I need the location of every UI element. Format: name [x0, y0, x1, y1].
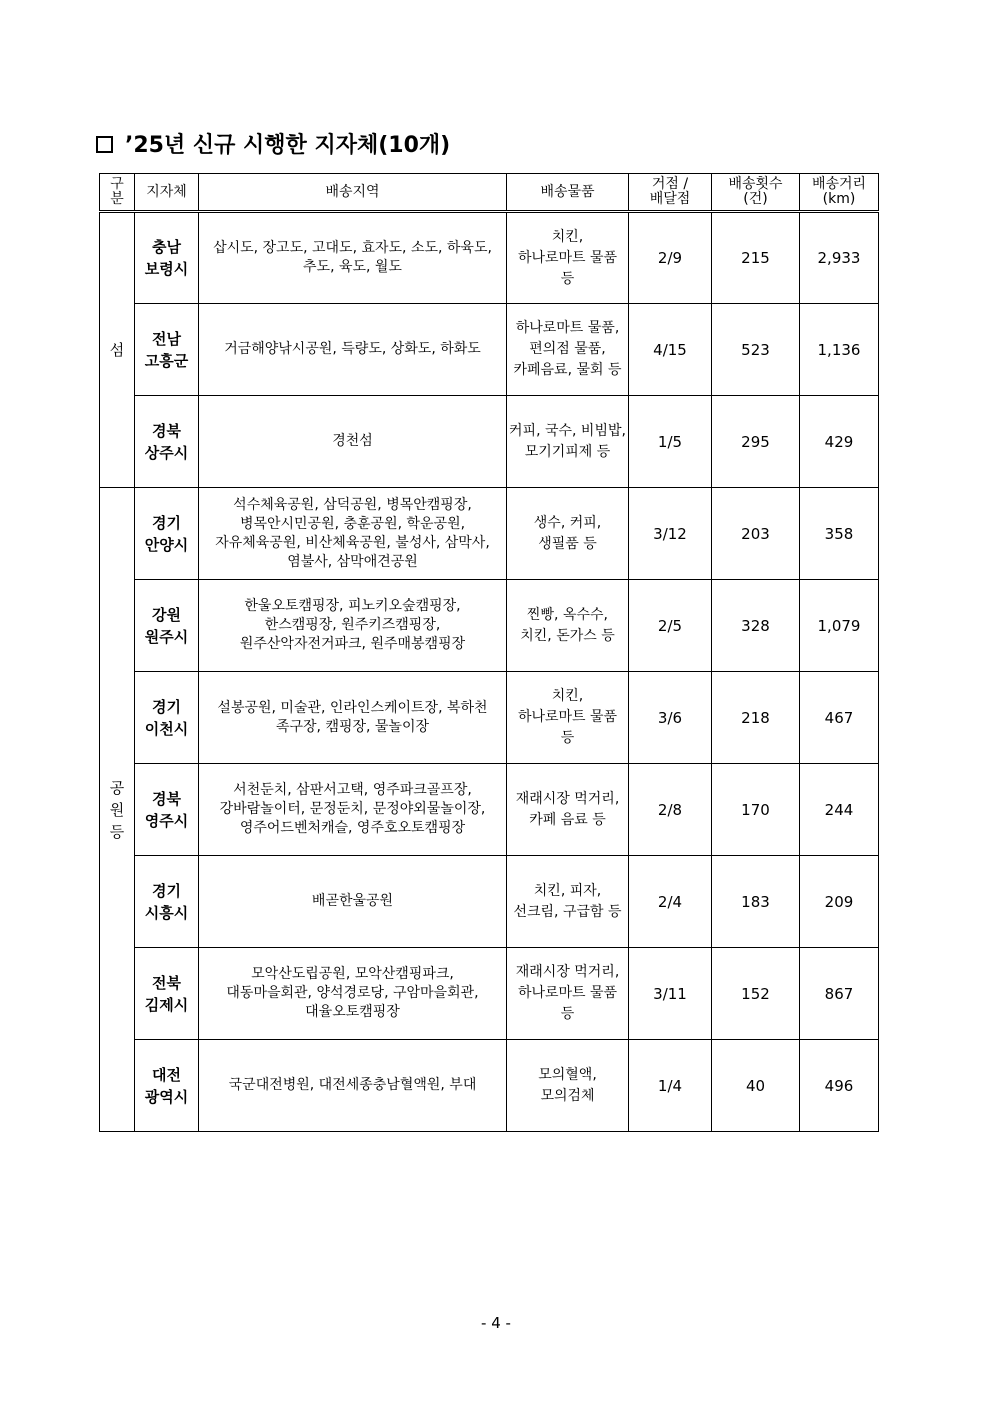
header-category: 구 분	[100, 174, 135, 212]
table-row	[100, 948, 879, 1040]
table-row	[100, 488, 879, 580]
header-delivery-goods: 배송물품	[507, 174, 629, 212]
count-cell: 328	[712, 580, 800, 672]
table-row	[100, 396, 879, 488]
distance-cell: 2,933	[800, 212, 879, 304]
count-cell: 215	[712, 212, 800, 304]
hubs-cell: 2/4	[629, 856, 712, 948]
count-cell: 523	[712, 304, 800, 396]
area-cell: 설봉공원, 미술관, 인라인스케이트장, 복하천 족구장, 캠핑장, 물놀이장	[199, 672, 507, 764]
goods-cell: 커피, 국수, 비빔밥, 모기기피제 등	[507, 396, 629, 488]
region-cell: 경기 이천시	[135, 672, 199, 764]
table-row	[100, 672, 879, 764]
hubs-cell: 3/11	[629, 948, 712, 1040]
area-cell: 한울오토캠핑장, 피노키오숲캠핑장, 한스캠핑장, 원주키즈캠핑장, 원주산악자전거파크, 원주매봉캠핑장	[199, 580, 507, 672]
count-cell: 40	[712, 1040, 800, 1132]
distance-cell: 244	[800, 764, 879, 856]
distance-cell: 867	[800, 948, 879, 1040]
hubs-cell: 1/5	[629, 396, 712, 488]
goods-cell: 하나로마트 물품, 편의점 물품, 카페음료, 물회 등	[507, 304, 629, 396]
area-cell: 삽시도, 장고도, 고대도, 효자도, 소도, 하육도, 추도, 육도, 월도	[199, 212, 507, 304]
region-cell: 경기 안양시	[135, 488, 199, 580]
goods-cell: 생수, 커피, 생필품 등	[507, 488, 629, 580]
table-row	[100, 580, 879, 672]
goods-cell: 치킨, 하나로마트 물품 등	[507, 212, 629, 304]
table-row	[100, 764, 879, 856]
count-cell: 218	[712, 672, 800, 764]
table-row	[100, 304, 879, 396]
distance-cell: 1,079	[800, 580, 879, 672]
count-cell: 295	[712, 396, 800, 488]
section-heading-text: ’25년 신규 시행한 지자체(10개)	[125, 133, 451, 158]
region-cell: 경기 시흥시	[135, 856, 199, 948]
checkbox-square-icon	[96, 136, 113, 153]
distance-cell: 358	[800, 488, 879, 580]
table-row	[100, 212, 879, 304]
goods-cell: 모의혈액, 모의검체	[507, 1040, 629, 1132]
region-cell: 강원 원주시	[135, 580, 199, 672]
table-row	[100, 1040, 879, 1132]
category-island: 섬	[100, 212, 135, 488]
region-cell: 충남 보령시	[135, 212, 199, 304]
region-cell: 대전 광역시	[135, 1040, 199, 1132]
count-cell: 170	[712, 764, 800, 856]
distance-cell: 496	[800, 1040, 879, 1132]
goods-cell: 치킨, 하나로마트 물품 등	[507, 672, 629, 764]
region-cell: 경북 영주시	[135, 764, 199, 856]
area-cell: 국군대전병원, 대전세종충남혈액원, 부대	[199, 1040, 507, 1132]
region-cell: 경북 상주시	[135, 396, 199, 488]
count-cell: 152	[712, 948, 800, 1040]
distance-cell: 209	[800, 856, 879, 948]
header-count: 배송횟수 (건)	[712, 174, 800, 212]
hubs-cell: 2/5	[629, 580, 712, 672]
goods-cell: 재래시장 먹거리, 카페 음료 등	[507, 764, 629, 856]
hubs-cell: 3/12	[629, 488, 712, 580]
area-cell: 모악산도립공원, 모악산캠핑파크, 대동마을회관, 양석경로당, 구암마을회관, 대율오토캠핑장	[199, 948, 507, 1040]
hubs-cell: 4/15	[629, 304, 712, 396]
header-delivery-area: 배송지역	[199, 174, 507, 212]
goods-cell: 재래시장 먹거리, 하나로마트 물품 등	[507, 948, 629, 1040]
distance-cell: 467	[800, 672, 879, 764]
header-municipality: 지자체	[135, 174, 199, 212]
table-header-row	[100, 174, 879, 212]
municipality-table	[99, 173, 879, 1132]
table-row	[100, 856, 879, 948]
distance-cell: 1,136	[800, 304, 879, 396]
count-cell: 183	[712, 856, 800, 948]
goods-cell: 치킨, 피자, 선크림, 구급함 등	[507, 856, 629, 948]
region-cell: 전남 고흥군	[135, 304, 199, 396]
area-cell: 서천둔치, 삼판서고택, 영주파크골프장, 강바람놀이터, 문정둔치, 문정야외물놀이장, 영주어드벤처캐슬, 영주호오토캠핑장	[199, 764, 507, 856]
distance-cell: 429	[800, 396, 879, 488]
goods-cell: 찐빵, 옥수수, 치킨, 돈가스 등	[507, 580, 629, 672]
hubs-cell: 3/6	[629, 672, 712, 764]
page-number: - 4 -	[481, 1314, 511, 1332]
region-cell: 전북 김제시	[135, 948, 199, 1040]
hubs-cell: 2/9	[629, 212, 712, 304]
area-cell: 경천섬	[199, 396, 507, 488]
header-distance: 배송거리 (km)	[800, 174, 879, 212]
area-cell: 석수체육공원, 삼덕공원, 병목안캠핑장, 병목안시민공원, 충훈공원, 학운공원, 자유체육공원, 비산체육공원, 불성사, 삼막사, 염불사, 삼막애견공원	[199, 488, 507, 580]
hubs-cell: 2/8	[629, 764, 712, 856]
area-cell: 거금해양낚시공원, 득량도, 상화도, 하화도	[199, 304, 507, 396]
header-hubs: 거점 / 배달점	[629, 174, 712, 212]
hubs-cell: 1/4	[629, 1040, 712, 1132]
section-heading	[96, 128, 450, 159]
count-cell: 203	[712, 488, 800, 580]
category-parks: 공 원 등	[100, 488, 135, 1132]
area-cell: 배곧한울공원	[199, 856, 507, 948]
